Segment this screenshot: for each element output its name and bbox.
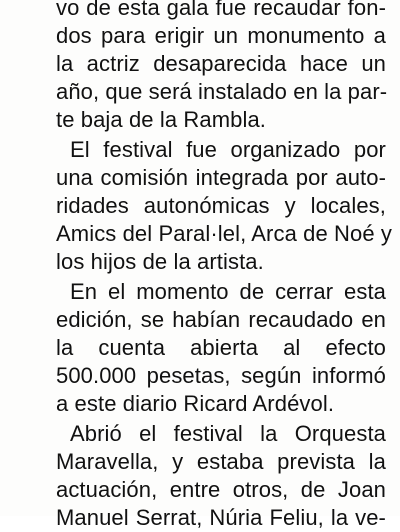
text-line: la cuenta abierta al efecto bbox=[56, 335, 386, 360]
text-line: dos para erigir un monumento a bbox=[56, 23, 386, 48]
paragraph-first-line: En el momento de cerrar esta bbox=[70, 279, 386, 304]
paragraph-first-line: Abrió el festival la Orquesta bbox=[70, 421, 386, 446]
text-line: actuación, entre otros, de Joan bbox=[56, 477, 386, 502]
text-line: a este diario Ricard Ardévol. bbox=[56, 391, 335, 416]
paragraph-first-line: El festival fue organizado por bbox=[70, 137, 386, 162]
text-line: ridades autonómicas y locales, bbox=[56, 193, 386, 218]
text-line: Manuel Serrat, Núria Feliu, la ve- bbox=[56, 505, 386, 530]
text-line: año, que será instalado en la par- bbox=[56, 79, 388, 104]
text-line: vo de esta gala fue recaudar fon- bbox=[56, 0, 386, 20]
text-line: te baja de la Rambla. bbox=[56, 107, 267, 132]
text-line: una comisión integrada por auto- bbox=[56, 165, 386, 190]
text-line: Amics del Paral·lel, Arca de Noé y bbox=[56, 221, 392, 246]
text-line: 500.000 pesetas, según informó bbox=[56, 363, 386, 388]
text-line: edición, se habían recaudado en bbox=[56, 307, 386, 332]
text-line: Maravella, y estaba prevista la bbox=[56, 449, 386, 474]
text-line: la actriz desaparecida hace un bbox=[56, 51, 386, 76]
text-line: los hijos de la artista. bbox=[56, 249, 264, 274]
